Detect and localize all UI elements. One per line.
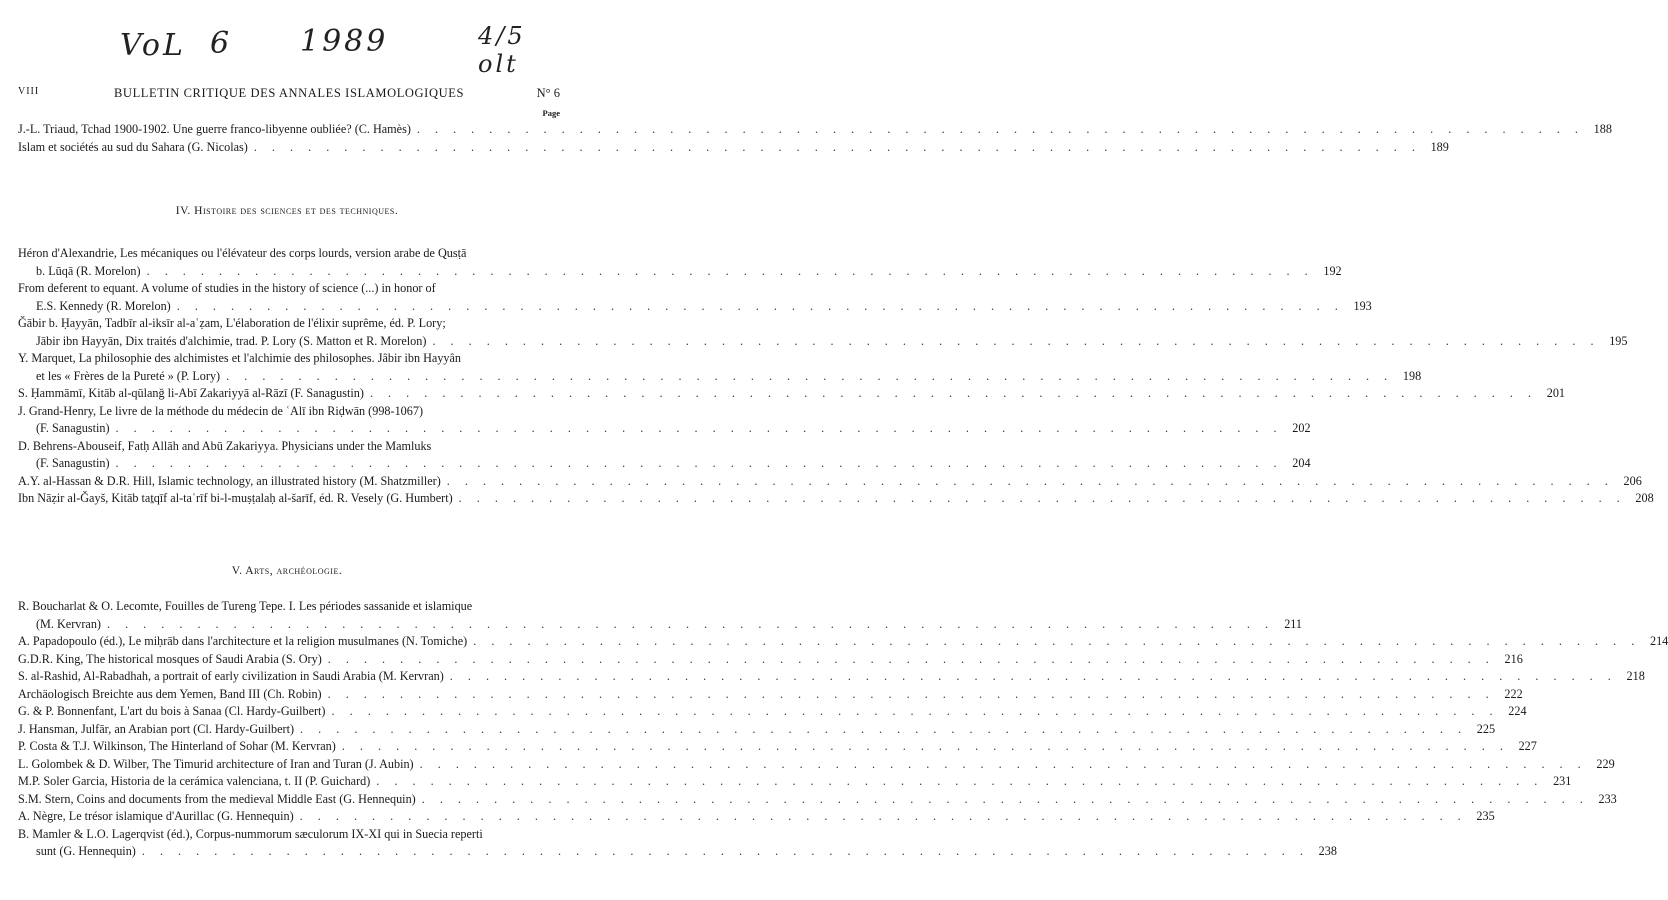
- bibliography-entry: [0, 245, 1342, 280]
- handwriting-year: 1989: [300, 24, 389, 59]
- dot-leader: [453, 490, 1630, 508]
- dot-leader: [370, 773, 1547, 791]
- entry-line: [0, 368, 1422, 386]
- issue-number: N° 6: [536, 86, 560, 100]
- page-number: 214: [1649, 634, 1668, 648]
- dot-leader: [110, 455, 1287, 473]
- section-heading-v: V. Arts, archéologie.: [231, 565, 343, 577]
- page-number: 238: [1318, 844, 1337, 858]
- page-column-label: Page: [542, 108, 560, 118]
- entry-line: [0, 756, 1615, 774]
- bibliography-entry: [0, 738, 1537, 756]
- entry-text: (F. Sanagustin): [36, 456, 110, 470]
- entry-line: [0, 703, 1527, 721]
- bibliography-entry: [0, 403, 1311, 438]
- page-folio: VIII: [18, 86, 40, 97]
- bibliography-entry: [0, 668, 1645, 686]
- entry-line: [0, 843, 1337, 861]
- entry-text: A. Nègre, Le trésor islamique d'Aurillac (G. Hennequin): [18, 809, 294, 823]
- page-number: 202: [1292, 421, 1311, 435]
- entry-text: Ibn Nāẓir al-Ǧayš, Kitāb taṯqīf al-taʿrīf bi-l-muṣṭalaḥ al-šarīf, éd. R. Vesely (G. Humbert): [18, 491, 453, 505]
- entry-text: D. Behrens-Abouseif, Fatḥ Allāh and Abū Zakariyya. Physicians under the Mamluks: [18, 438, 432, 453]
- entry-text: et les « Frères de la Pureté » (P. Lory): [36, 368, 221, 383]
- entry-text: B. Mamler & L.O. Lagerqvist (éd.), Corpus-nummorum sæculorum IX-XI qui in Suecia reperti: [18, 826, 483, 841]
- dot-leader: [414, 756, 1591, 774]
- bibliography-entry: [0, 703, 1527, 721]
- entry-line: [0, 668, 1645, 686]
- bibliography-entry: [0, 598, 1303, 633]
- bibliography-entry: [0, 721, 1496, 739]
- page-number: 224: [1508, 704, 1527, 718]
- entry-line: [0, 473, 1642, 491]
- bibliography-entry: [0, 473, 1642, 491]
- entry-text: Y. Marquet, La philosophie des alchimistes et l'alchimie des philosophes. Jâbir ibn Hayyân: [18, 351, 462, 365]
- entry-text: Islam et sociétés au sud du Sahara (G. Nicolas): [18, 139, 248, 154]
- page-number: 193: [1353, 298, 1372, 313]
- dot-leader: [364, 385, 1541, 403]
- entry-text: J.-L. Triaud, Tchad 1900-1902. Une guerre franco-libyenne oubliée? (C. Hamès): [18, 122, 411, 136]
- page-number: 201: [1546, 386, 1565, 400]
- bibliography-entry: [0, 315, 1628, 350]
- page-number: 204: [1292, 456, 1311, 470]
- entry-line: [0, 721, 1496, 739]
- page-number: 222: [1504, 686, 1523, 701]
- entry-text: S.M. Stern, Coins and documents from the medieval Middle East (G. Hennequin): [18, 791, 416, 806]
- dot-leader: [322, 651, 1499, 669]
- bibliography-entry: [0, 490, 1654, 508]
- section-heading-iv: IV. Histoire des sciences et des techniques.: [175, 205, 399, 217]
- page-number: 225: [1476, 721, 1496, 736]
- entry-text: b. Lūqā (R. Morelon): [36, 263, 141, 278]
- bibliography-entry: [0, 438, 1311, 473]
- running-header: [18, 86, 560, 104]
- entry-line: [0, 139, 1449, 157]
- dot-leader: [416, 791, 1593, 809]
- entry-text: Héron d'Alexandrie, Les mécaniques ou l'élévateur des corps lourds, version arabe de Qusṭā: [18, 246, 467, 260]
- page-number: 192: [1323, 263, 1342, 278]
- page-number: 195: [1609, 333, 1628, 348]
- bibliography-entry: [0, 808, 1495, 826]
- handwriting-date: 4/5 olt: [478, 22, 526, 78]
- dot-leader: [248, 139, 1425, 157]
- page-number: 198: [1402, 368, 1422, 383]
- page-number: 189: [1430, 139, 1449, 154]
- entry-text: S. al-Rashid, Al-Rabadhah, a portrait of early civilization in Saudi Arabia (M. Kervran): [18, 669, 444, 683]
- entry-text: A.Y. al-Hassan & D.R. Hill, Islamic technology, an illustrated history (M. Shatzmiller): [18, 473, 441, 488]
- entry-line: [0, 455, 1311, 473]
- entry-list-continued: [0, 121, 1612, 156]
- entry-line: [0, 121, 1612, 139]
- entry-line: [0, 791, 1617, 809]
- entry-line: [0, 633, 1668, 651]
- bibliography-entry: [0, 350, 1422, 385]
- page-number: 231: [1553, 774, 1572, 788]
- dot-leader: [426, 333, 1603, 351]
- dot-leader: [326, 703, 1503, 721]
- entry-text: L. Golombek & D. Wilber, The Timurid architecture of Iran and Turan (J. Aubin): [18, 756, 414, 771]
- entry-text: J. Hansman, Julfār, an Arabian port (Cl. Hardy-Guilbert): [18, 721, 295, 736]
- entry-line: [0, 315, 574, 333]
- entry-line: [0, 333, 1628, 351]
- bibliography-entry: [0, 773, 1572, 791]
- entry-line: [0, 738, 1537, 756]
- page-number: 206: [1623, 473, 1642, 488]
- entry-line: [0, 420, 1311, 438]
- entry-text: (M. Kervran): [36, 616, 101, 631]
- entry-line: [0, 263, 1342, 281]
- bibliography-entry: [0, 791, 1617, 809]
- entry-text: From deferent to equant. A volume of studies in the history of science (...) in honor of: [18, 281, 436, 295]
- dot-leader: [441, 473, 1618, 491]
- page-number: 235: [1476, 809, 1495, 823]
- handwriting-number: 6: [210, 26, 233, 61]
- page-number: 227: [1518, 739, 1537, 753]
- bibliography-entry: [0, 139, 1449, 157]
- entry-line: [0, 773, 1572, 791]
- page-number: 216: [1504, 651, 1523, 666]
- handwritten-annotation: [0, 22, 574, 78]
- bibliography-entry: [0, 651, 1523, 669]
- bibliography-entry: [0, 826, 1337, 861]
- dot-leader: [411, 121, 1588, 139]
- dot-leader: [220, 368, 1397, 386]
- entry-text: (F. Sanagustin): [36, 421, 110, 435]
- bibliography-entry: [0, 385, 1565, 403]
- entry-text: Ǧābir b. Ḥayyān, Tadbīr al-iksīr al-aʿẓam, L'élaboration de l'élixir suprême, éd. P. Lory;: [18, 316, 446, 330]
- entry-line: [0, 826, 574, 844]
- entry-line: [0, 686, 1523, 704]
- handwriting-vol: VoL: [120, 28, 186, 63]
- entry-line: [0, 651, 1523, 669]
- entry-line: [0, 438, 574, 456]
- entry-text: A. Papadopoulo (éd.), Le miḥrāb dans l'architecture et la religion musulmanes (N. Tomiche): [18, 634, 468, 648]
- dot-leader: [294, 721, 1471, 739]
- entry-line: [0, 598, 574, 616]
- dot-leader: [136, 843, 1313, 861]
- entry-line: [0, 403, 574, 421]
- entry-text: J. Grand-Henry, Le livre de la méthode du médecin de ʿAlī ibn Riḍwān (998-1067): [18, 403, 424, 418]
- dot-leader: [294, 808, 1471, 826]
- page-number: 211: [1284, 616, 1303, 631]
- bibliography-entry: [0, 280, 1372, 315]
- bibliography-entry: [0, 633, 1668, 651]
- entry-line: [0, 808, 1495, 826]
- bibliography-entry: [0, 756, 1615, 774]
- dot-leader: [322, 686, 1499, 704]
- dot-leader: [101, 616, 1278, 634]
- dot-leader: [336, 738, 1513, 756]
- entry-text: Archäologisch Breichte aus dem Yemen, Band III (Ch. Robin): [18, 686, 322, 701]
- entry-text: S. Ḥammāmī, Kitāb al-qūlanǧ li-Abī Zakariyyā al-Rāzī (F. Sanagustin): [18, 386, 364, 400]
- page-number: 229: [1596, 756, 1615, 771]
- entry-line: [0, 490, 1654, 508]
- dot-leader: [110, 420, 1287, 438]
- entry-line: [0, 616, 1303, 634]
- page-number: 208: [1635, 491, 1654, 505]
- entry-text: Jābir ibn Hayyān, Dix traités d'alchimie, trad. P. Lory (S. Matton et R. Morelon): [36, 333, 427, 348]
- entry-text: M.P. Soler Garcia, Historia de la cerámica valenciana, t. II (P. Guichard): [18, 774, 371, 788]
- entry-text: P. Costa & T.J. Wilkinson, The Hinterland of Sohar (M. Kervran): [18, 739, 336, 753]
- page-number: 233: [1598, 791, 1617, 806]
- entry-list-section-v: [0, 598, 1668, 861]
- dot-leader: [141, 263, 1318, 281]
- entry-line: [0, 385, 1565, 403]
- entry-text: G.D.R. King, The historical mosques of Saudi Arabia (S. Ory): [18, 651, 322, 666]
- bibliography-entry: [0, 686, 1523, 704]
- entry-line: [0, 280, 574, 298]
- bibliography-entry: [0, 121, 1612, 139]
- entry-text: E.S. Kennedy (R. Morelon): [36, 298, 171, 313]
- entry-line: [0, 298, 1372, 316]
- journal-title: BULLETIN CRITIQUE DES ANNALES ISLAMOLOGIQUES: [114, 86, 464, 100]
- entry-line: [0, 245, 574, 263]
- entry-list-section-iv: [0, 245, 1654, 508]
- dot-leader: [467, 633, 1644, 651]
- entry-text: G. & P. Bonnenfant, L'art du bois à Sanaa (Cl. Hardy-Guilbert): [18, 704, 326, 718]
- entry-text: R. Boucharlat & O. Lecomte, Fouilles de Tureng Tepe. I. Les périodes sassanide et islamique: [18, 599, 473, 613]
- page-number: 188: [1593, 122, 1612, 136]
- entry-text: sunt (G. Hennequin): [36, 844, 136, 858]
- dot-leader: [444, 668, 1621, 686]
- page-number: 218: [1626, 669, 1645, 683]
- dot-leader: [171, 298, 1348, 316]
- entry-line: [0, 350, 574, 368]
